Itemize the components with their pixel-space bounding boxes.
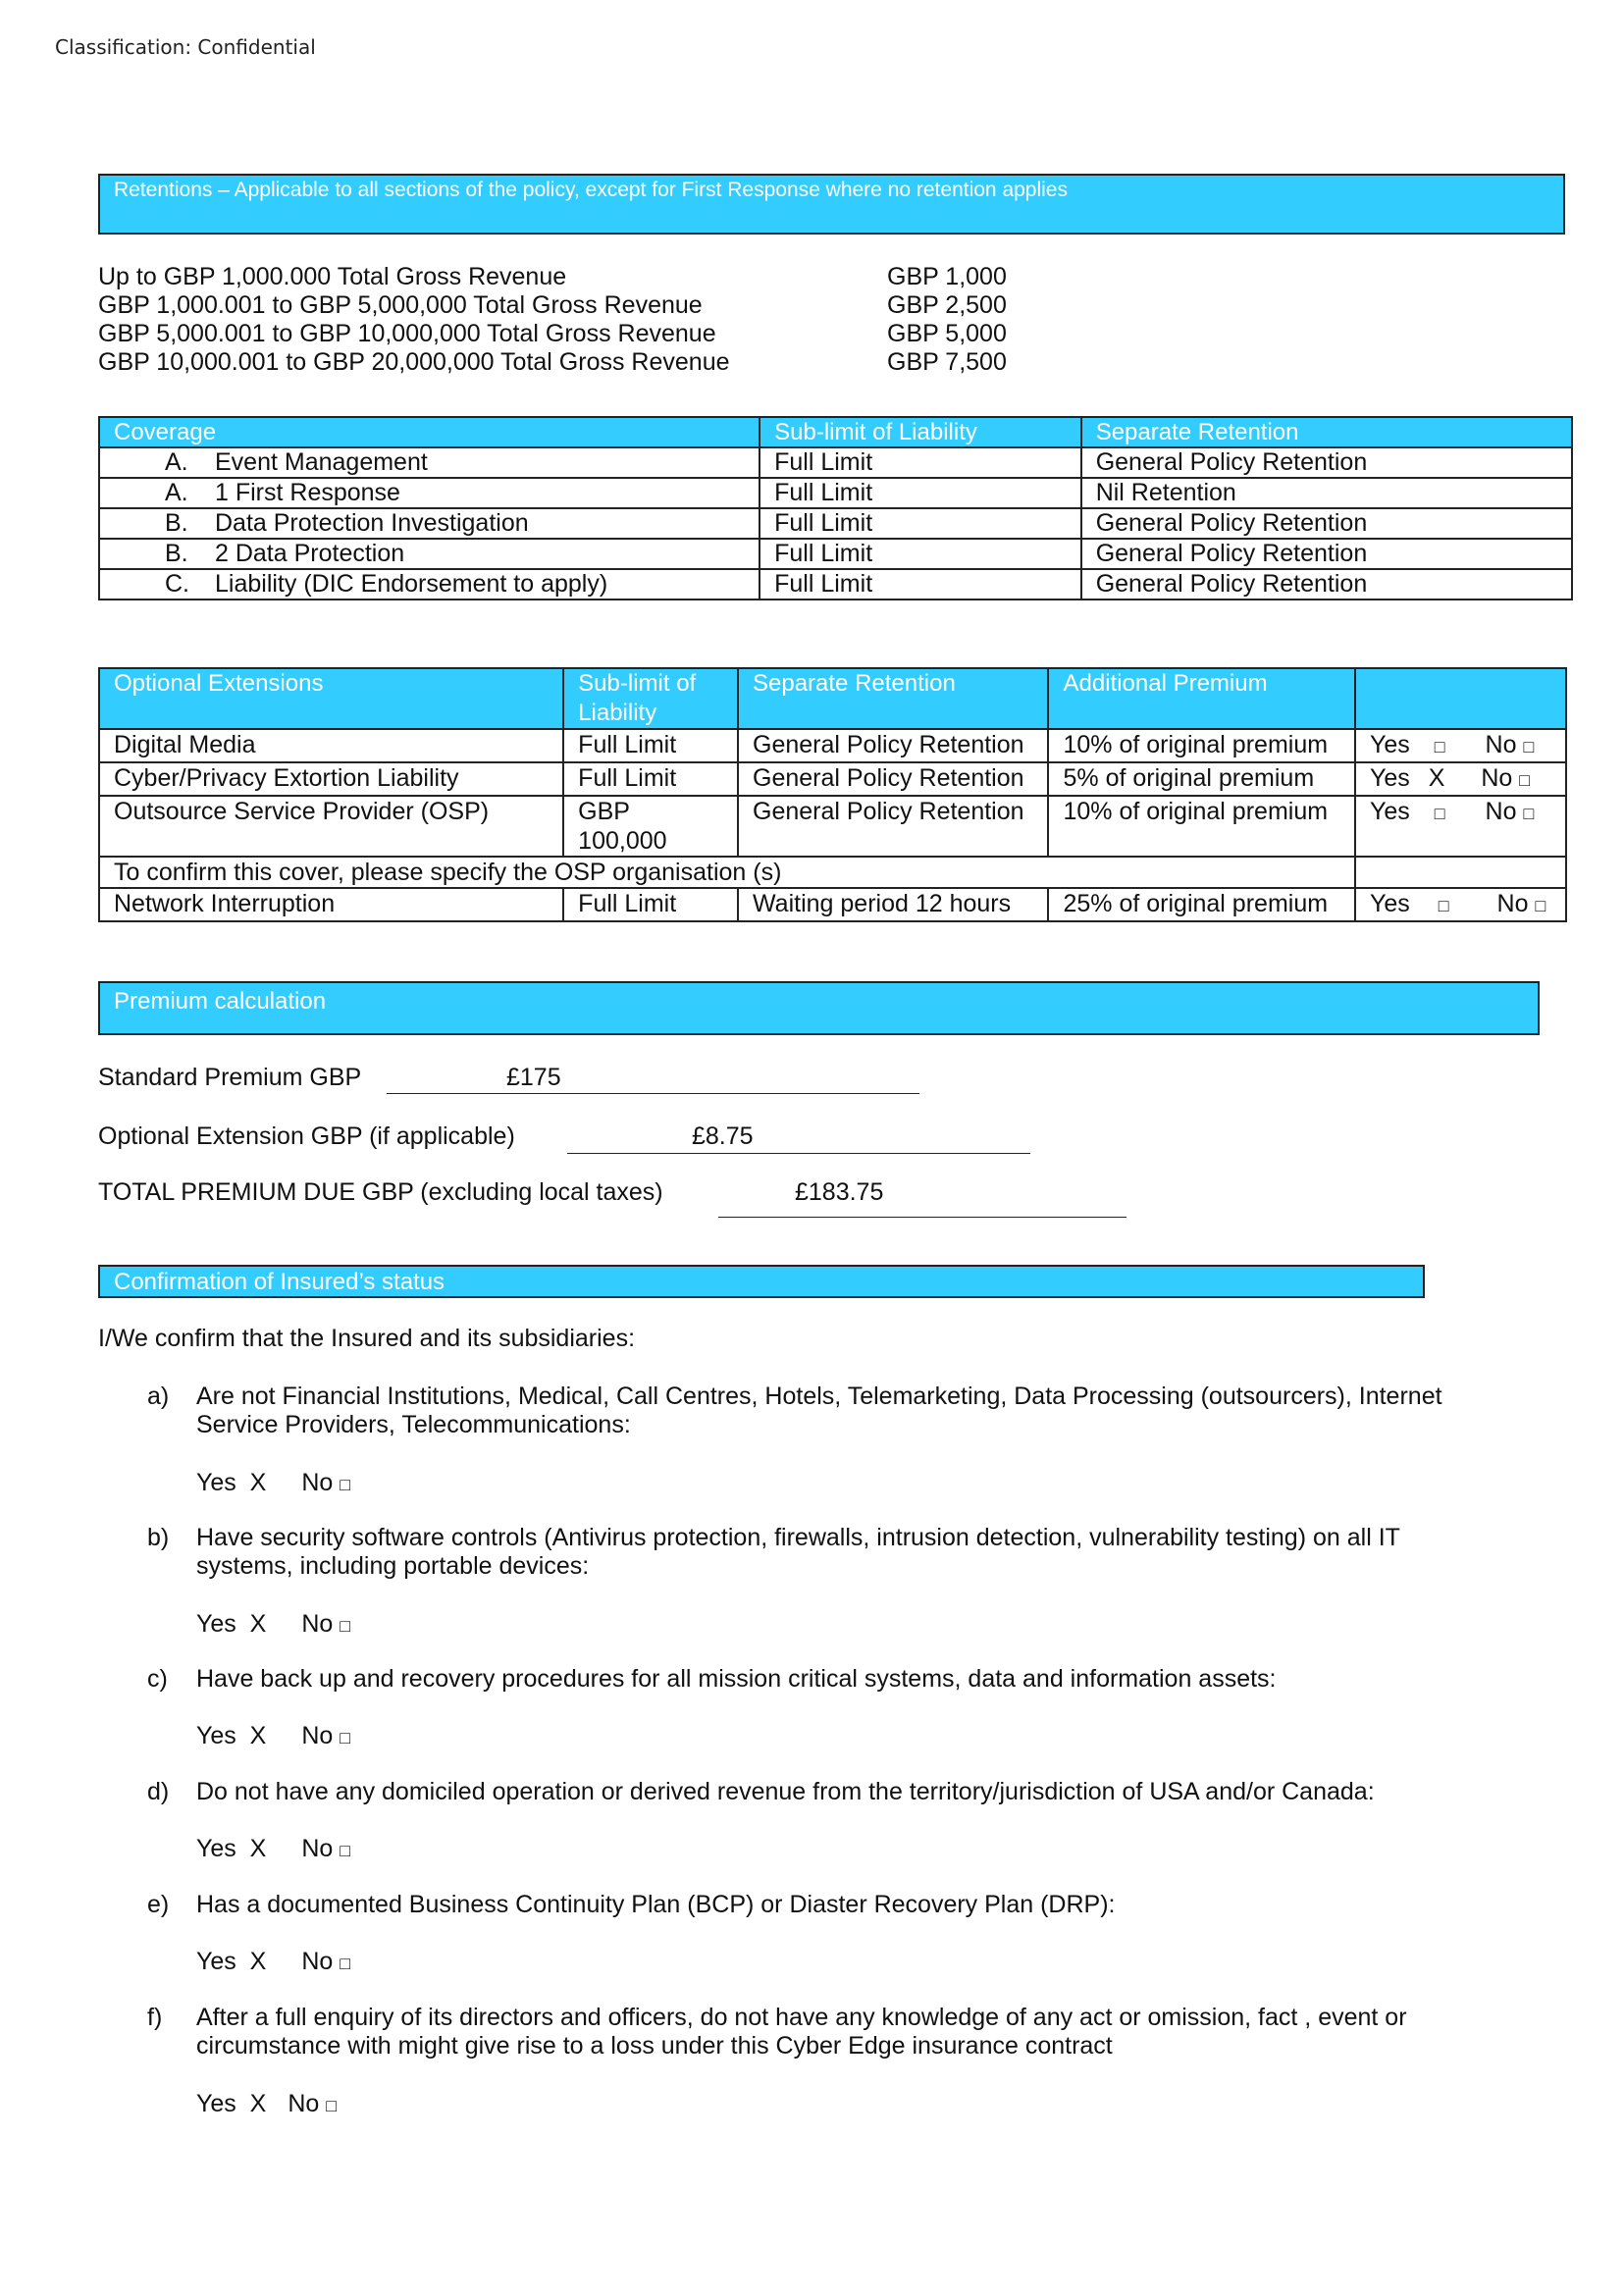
no-label: No [301, 1722, 334, 1749]
no-checkbox[interactable]: □ [326, 2096, 338, 2115]
yes-label: Yes [1369, 890, 1410, 917]
no-label: No [1481, 764, 1513, 792]
yes-answer[interactable]: Yes X [196, 2090, 267, 2117]
ext-sublimit-cell: Full Limit [563, 729, 738, 762]
retentions-header [98, 174, 1565, 235]
coverage-header: Coverage [99, 417, 760, 447]
answer-f[interactable] [196, 2090, 337, 2118]
item-text: Have back up and recovery procedures for all mission critical systems, data and information assets: [196, 1665, 1277, 1693]
coverage-letter: A. [165, 448, 188, 476]
yes-label: Yes [1369, 798, 1410, 825]
item-line2: Service Providers, Telecommunications: [196, 1411, 631, 1438]
answer-a[interactable] [196, 1469, 350, 1497]
status-header-text: Confirmation of Insured’s status [114, 1269, 445, 1295]
yes-checkbox[interactable]: □ [1434, 737, 1445, 756]
coverage-cell [99, 508, 760, 539]
retention-value: GBP 1,000 [887, 263, 1007, 290]
no-checkbox[interactable]: □ [340, 1475, 351, 1494]
answer-e[interactable] [196, 1948, 350, 1976]
no-checkbox[interactable]: □ [340, 1954, 351, 1973]
ext-retention-cell: General Policy Retention [738, 762, 1048, 796]
total-premium-label: TOTAL PREMIUM DUE GBP (excluding local taxes) [98, 1178, 663, 1206]
table-row [99, 539, 1572, 569]
extensions-header: Optional Extensions [99, 668, 563, 729]
no-label: No [1485, 798, 1517, 825]
no-label: No [288, 2090, 320, 2117]
ext-premium-cell: 25% of original premium [1048, 888, 1354, 921]
retention-label: GBP 5,000.001 to GBP 10,000,000 Total Gross Revenue [98, 320, 716, 347]
ext-retention-cell: Waiting period 12 hours [738, 888, 1048, 921]
total-premium-underline [718, 1217, 1126, 1218]
coverage-cell [99, 447, 760, 478]
retention-row [98, 348, 1007, 377]
extensions-header-row [99, 668, 1566, 729]
osp-confirm-blank [1355, 857, 1566, 888]
item-text [196, 1382, 1570, 1439]
retention-header: Separate Retention [1081, 417, 1572, 447]
ext-choice-cell [1355, 762, 1566, 796]
retention-cell: General Policy Retention [1081, 539, 1572, 569]
no-option[interactable] [1497, 889, 1546, 920]
no-option[interactable] [1486, 797, 1535, 828]
table-row [99, 762, 1566, 796]
item-line1: Have security software controls (Antivirus protection, firewalls, intrusion detection, vulnerability testing) on all IT [196, 1524, 1400, 1551]
retention-cell: General Policy Retention [1081, 447, 1572, 478]
optional-extension-underline [567, 1153, 1030, 1154]
no-label: No [1496, 890, 1529, 917]
coverage-cell [99, 569, 760, 600]
no-checkbox[interactable]: □ [340, 1841, 351, 1860]
no-checkbox[interactable]: □ [340, 1616, 351, 1636]
answer-b[interactable] [196, 1610, 350, 1639]
table-row [99, 569, 1572, 600]
status-header [98, 1265, 1425, 1298]
retention-cell: Nil Retention [1081, 478, 1572, 508]
ext-sublimit-header [563, 668, 738, 729]
retention-label: GBP 1,000.001 to GBP 5,000,000 Total Gross Revenue [98, 291, 703, 319]
premium-header-text: Premium calculation [114, 988, 327, 1015]
no-label: No [301, 1469, 334, 1496]
ext-name-cell: Outsource Service Provider (OSP) [99, 796, 563, 857]
retention-value: GBP 5,000 [887, 320, 1007, 347]
extensions-table [98, 667, 1567, 922]
coverage-header-row [99, 417, 1572, 447]
retention-row [98, 291, 1007, 320]
coverage-letter: A. [165, 479, 188, 506]
status-intro: I/We confirm that the Insured and its subsidiaries: [98, 1325, 636, 1352]
coverage-table [98, 416, 1573, 600]
coverage-name: 2 Data Protection [215, 540, 405, 567]
retention-row [98, 263, 1007, 291]
table-row [99, 888, 1566, 921]
table-row [99, 729, 1566, 762]
item-line2: systems, including portable devices: [196, 1552, 590, 1580]
table-row [99, 857, 1566, 888]
premium-header [98, 981, 1540, 1035]
total-premium-value[interactable]: £183.75 [795, 1178, 884, 1206]
yes-mark[interactable]: X [1428, 764, 1445, 792]
yes-option[interactable] [1370, 763, 1444, 793]
item-line2: circumstance with might give rise to a loss under this Cyber Edge insurance contract [196, 2032, 1113, 2060]
sublimit-cell: Full Limit [760, 569, 1081, 600]
coverage-letter: B. [165, 540, 188, 567]
coverage-name: Event Management [215, 448, 428, 476]
item-line1: After a full enquiry of its directors and officers, do not have any knowledge of any act or omission, fact , event or [196, 2004, 1407, 2031]
ext-sublimit-header-line2: Liability [578, 700, 657, 726]
ext-retention-cell: General Policy Retention [738, 796, 1048, 857]
retention-label: Up to GBP 1,000.000 Total Gross Revenue [98, 263, 567, 290]
yes-label: Yes [1369, 764, 1410, 792]
answer-d[interactable] [196, 1835, 350, 1863]
table-row [99, 508, 1572, 539]
ext-sublimit-cell: Full Limit [563, 762, 738, 796]
no-option[interactable] [1486, 730, 1535, 761]
ext-premium-cell: 10% of original premium [1048, 796, 1354, 857]
ext-sublimit-cell [563, 796, 738, 857]
yes-checkbox[interactable]: □ [1438, 896, 1449, 915]
yes-option[interactable] [1370, 889, 1449, 920]
item-letter: b) [147, 1524, 170, 1551]
no-checkbox[interactable]: □ [340, 1728, 351, 1747]
ext-choice-cell [1355, 729, 1566, 762]
yes-answer[interactable]: Yes X [196, 1835, 267, 1862]
coverage-name: 1 First Response [215, 479, 400, 506]
osp-confirm-cell: To confirm this cover, please specify the OSP organisation (s) [99, 857, 1355, 888]
no-checkbox[interactable]: □ [1523, 737, 1535, 756]
retention-label: GBP 10,000.001 to GBP 20,000,000 Total Gross Revenue [98, 348, 730, 376]
sublimit-header: Sub-limit of Liability [760, 417, 1081, 447]
item-text [196, 2004, 1570, 2060]
ext-choice-cell [1355, 796, 1566, 857]
retention-cell: General Policy Retention [1081, 569, 1572, 600]
no-checkbox[interactable]: □ [1519, 770, 1531, 790]
ext-premium-header: Additional Premium [1048, 668, 1354, 729]
no-option[interactable] [1481, 763, 1530, 795]
ext-choice-header [1355, 668, 1566, 729]
item-letter: a) [147, 1382, 170, 1410]
no-checkbox[interactable]: □ [1535, 896, 1546, 915]
retention-cell: General Policy Retention [1081, 508, 1572, 539]
yes-answer[interactable]: Yes X [196, 1469, 267, 1496]
no-checkbox[interactable]: □ [1523, 804, 1535, 823]
item-letter: e) [147, 1891, 170, 1918]
retentions-header-text: Retentions – Applicable to all sections of the policy, except for First Response where no retention applies [114, 179, 1068, 201]
yes-label: Yes [1369, 731, 1410, 758]
retention-value: GBP 7,500 [887, 348, 1007, 376]
no-label: No [301, 1948, 334, 1975]
sublimit-cell: Full Limit [760, 539, 1081, 569]
ext-sublimit-header-line1: Sub-limit of [578, 670, 697, 697]
ext-premium-cell: 10% of original premium [1048, 729, 1354, 762]
standard-premium-underline [387, 1093, 919, 1094]
ext-sublimit-line2: 100,000 [578, 827, 667, 855]
coverage-letter: C. [165, 570, 189, 598]
sublimit-cell: Full Limit [760, 447, 1081, 478]
standard-premium-label: Standard Premium GBP [98, 1064, 362, 1091]
ext-retention-cell: General Policy Retention [738, 729, 1048, 762]
answer-c[interactable] [196, 1722, 350, 1750]
item-letter: f) [147, 2004, 163, 2031]
ext-premium-cell: 5% of original premium [1048, 762, 1354, 796]
item-text: Do not have any domiciled operation or derived revenue from the territory/jurisdiction of USA and/or Canada: [196, 1778, 1375, 1805]
ext-sublimit-line1: GBP [578, 798, 630, 825]
sublimit-cell: Full Limit [760, 478, 1081, 508]
retention-row [98, 320, 1007, 348]
ext-name-cell: Cyber/Privacy Extortion Liability [99, 762, 563, 796]
no-label: No [301, 1610, 334, 1638]
ext-sublimit-cell: Full Limit [563, 888, 738, 921]
yes-answer[interactable]: Yes X [196, 1722, 267, 1749]
ext-name-cell: Digital Media [99, 729, 563, 762]
yes-option[interactable] [1370, 797, 1445, 828]
standard-premium-value[interactable]: £175 [506, 1064, 561, 1091]
coverage-letter: B. [165, 509, 188, 537]
no-label: No [301, 1835, 334, 1862]
coverage-name: Liability (DIC Endorsement to apply) [215, 570, 608, 598]
ext-name-cell: Network Interruption [99, 888, 563, 921]
item-letter: c) [147, 1665, 168, 1693]
table-row [99, 478, 1572, 508]
optional-extension-value[interactable]: £8.75 [692, 1122, 754, 1150]
yes-answer[interactable]: Yes X [196, 1610, 267, 1638]
table-row [99, 796, 1566, 857]
ext-choice-cell [1355, 888, 1566, 921]
retention-value: GBP 2,500 [887, 291, 1007, 319]
coverage-cell [99, 539, 760, 569]
item-line1: Are not Financial Institutions, Medical, Call Centres, Hotels, Telemarketing, Data Processing (outsourcers), Internet [196, 1382, 1442, 1410]
yes-checkbox[interactable]: □ [1434, 804, 1445, 823]
item-text: Has a documented Business Continuity Plan (BCP) or Diaster Recovery Plan (DRP): [196, 1891, 1116, 1918]
yes-answer[interactable]: Yes X [196, 1948, 267, 1975]
table-row [99, 447, 1572, 478]
classification-label: Classification: Confidential [55, 35, 316, 59]
item-text [196, 1524, 1570, 1581]
optional-extension-label: Optional Extension GBP (if applicable) [98, 1122, 515, 1150]
sublimit-cell: Full Limit [760, 508, 1081, 539]
coverage-cell [99, 478, 760, 508]
yes-option[interactable] [1370, 730, 1445, 761]
no-label: No [1485, 731, 1517, 758]
ext-retention-header: Separate Retention [738, 668, 1048, 729]
coverage-name: Data Protection Investigation [215, 509, 529, 537]
item-letter: d) [147, 1778, 170, 1805]
